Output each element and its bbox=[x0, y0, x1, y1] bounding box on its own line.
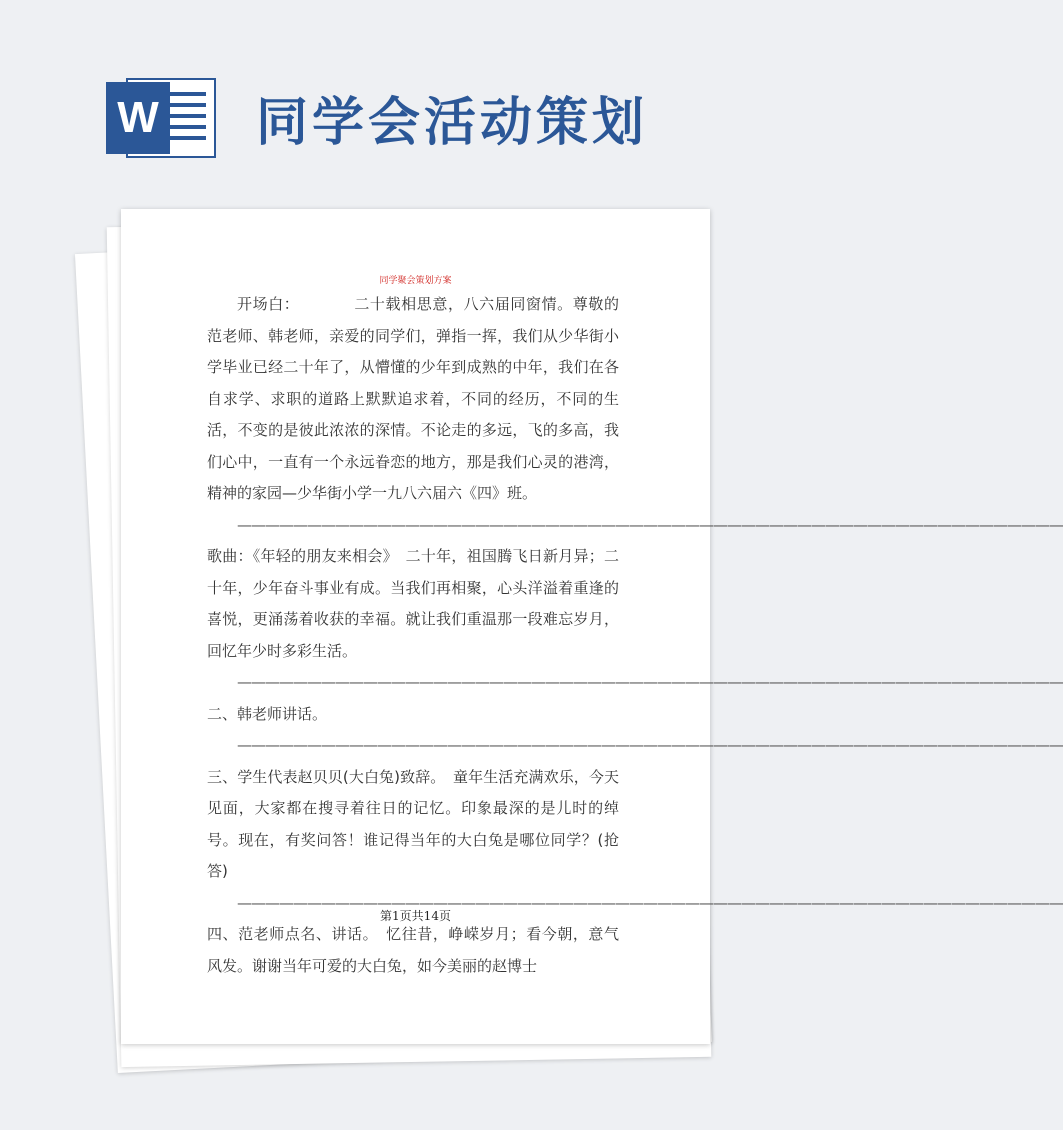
separator-line: ————————————————————— bbox=[769, 736, 1063, 754]
separator-line: —————————————————————————————————————— bbox=[237, 893, 769, 912]
separator-line: ————————————————————— bbox=[769, 515, 1063, 534]
word-icon-line bbox=[164, 92, 206, 96]
header bbox=[106, 68, 706, 158]
word-icon bbox=[106, 78, 216, 158]
word-icon-line bbox=[164, 103, 206, 107]
section-text: 二、韩老师讲话。 bbox=[207, 704, 328, 723]
word-icon-line bbox=[164, 125, 206, 129]
section-paragraph bbox=[207, 510, 1063, 668]
section-paragraph bbox=[207, 888, 1063, 983]
section-paragraph bbox=[207, 730, 1063, 888]
section-text: 歌曲：《年轻的朋友来相会》 二十年，祖国腾飞日新月异；二十年，少年奋斗事业有成。当我们再相聚，心头洋溢着重逢的喜悦，更涌荡着收获的幸福。就让我们重温那一段难忘岁月，回忆年少时多彩生活。 bbox=[207, 547, 619, 660]
separator-line: ————————————————————— bbox=[769, 673, 1063, 691]
word-icon-line bbox=[164, 114, 206, 118]
separator-line: —————————————————————————————————————— bbox=[237, 673, 769, 691]
separator-line: ————————————————————— bbox=[769, 893, 1063, 912]
opening-paragraph: 开场白： 二十载相思意，八六届同窗情。尊敬的范老师、韩老师，亲爱的同学们，弹指一挥，我们从少华街小学毕业已经二十年了，从懵懂的少年到成熟的中年，我们在各自求学、求职的道路上默默追求着，不同的经历，不同的生活，不变的是彼此浓浓的深情。不论走的多远，飞的多高，我们心中，一直有一个永远眷恋的地方，那是我们心灵的港湾，精神的家园—少华街小学一九八六届六《四》班。 bbox=[207, 295, 619, 502]
word-icon-line bbox=[164, 136, 206, 140]
document-title: 同学聚会策划方案 bbox=[379, 276, 452, 286]
word-icon-letter: W bbox=[106, 82, 170, 154]
page-title: 同学会活动策划 bbox=[256, 93, 649, 153]
document-page bbox=[121, 209, 1063, 1044]
section-text: 四、范老师点名、讲话。 忆往昔，峥嵘岁月；看今朝，意气风发。谢谢当年可爱的大白兔，如今美丽的赵博士 bbox=[207, 925, 619, 975]
document-body bbox=[207, 289, 1063, 982]
separator-line: —————————————————————————————————————— bbox=[237, 736, 769, 754]
section-paragraph bbox=[207, 667, 1063, 730]
page-number: 第1页共14页 bbox=[380, 909, 451, 923]
separator-line: —————————————————————————————————————— bbox=[237, 515, 769, 534]
section-text: 三、学生代表赵贝贝(大白兔)致辞。 童年生活充满欢乐，今天见面，大家都在搜寻着往日的记忆。印象最深的是儿时的绰号。现在，有奖问答！谁记得当年的大白兔是哪位同学？(抢答) bbox=[207, 767, 619, 880]
